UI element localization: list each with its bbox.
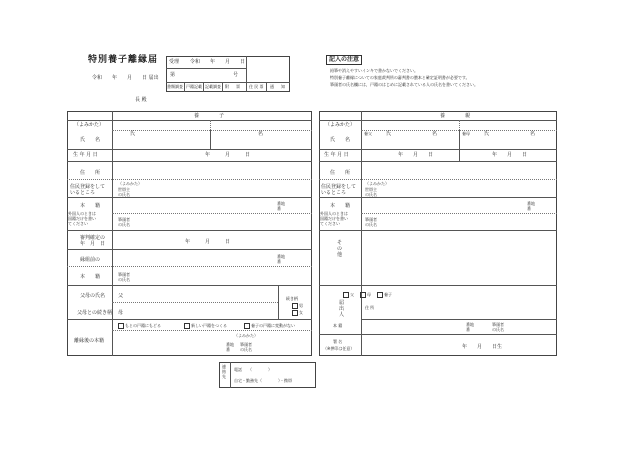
yofu-mei: 名 <box>432 131 438 137</box>
female-option[interactable]: 女 <box>292 310 303 316</box>
adopter-jumin-label: 住民登録をして いるところ <box>321 184 357 196</box>
zokugara-label: 続き柄 <box>286 296 298 301</box>
adoptee-jumin-label: 住民登録をして いるところ <box>70 184 106 196</box>
opt-new[interactable]: 新しい戸籍をつくる <box>184 323 227 329</box>
prev-hittosha: 筆頭者 の氏名 <box>118 272 130 282</box>
adoptee-hittosha: 筆頭者 の氏名 <box>118 217 130 227</box>
prev-honseki-label: 本 籍 <box>80 274 101 280</box>
todokede-c3[interactable]: 養子 <box>377 292 392 298</box>
adoptee-mei: 名 <box>258 131 264 137</box>
adoptee-jumin-yomi: （よみかた） <box>118 181 142 186</box>
parents-label: 父母の氏名 <box>80 293 106 299</box>
after-banchi: 番地 番 <box>226 342 234 352</box>
after-hittosha: 筆頭者 の氏名 <box>240 342 252 352</box>
adopter-honseki-note: 外国人のときは 国籍だけを書い てください <box>320 211 348 226</box>
adopter-householder: 世帯主 の氏名 <box>365 187 377 197</box>
todokede-banchi: 番地 番 <box>466 322 474 332</box>
adoptee-sei-input[interactable] <box>114 138 208 147</box>
filing-date[interactable]: 令和 年 月 日 届出 <box>92 75 159 81</box>
yofu-birth[interactable]: 年 月 日 <box>398 152 434 158</box>
office-col-6: 通 <box>270 84 274 89</box>
adopter-jumin-yomi: （よみかた） <box>365 181 389 186</box>
adoptee-name-label: 氏 名 <box>80 137 101 143</box>
office-col-5: 住 民 票 <box>249 84 264 89</box>
todokede-hittosha: 筆頭者 の氏名 <box>492 322 504 332</box>
contact-box <box>219 362 316 388</box>
form-title: 特別養子離縁届 <box>88 55 159 65</box>
adopter-yomi-label: （よみかた） <box>325 122 356 128</box>
sonota-input[interactable] <box>363 232 555 283</box>
yofu-label: 養父 <box>364 131 372 136</box>
todokede-honseki: 本 籍 <box>333 323 343 328</box>
office-col-2: 記載調査 <box>205 84 221 89</box>
prev-banchi: 番地 番 <box>277 254 285 264</box>
adoptee-birth-value[interactable]: 年 月 日 <box>205 152 251 158</box>
adoptee-header: 養 子 <box>194 113 225 119</box>
adoptee-honseki-note: 外国人のときは 国籍だけを書い てください <box>68 211 96 226</box>
yobo-mei: 名 <box>530 131 536 137</box>
adoptee-householder-label: 世帯主 の氏名 <box>118 187 130 197</box>
signature-date[interactable]: 年 月 日生 <box>462 344 503 350</box>
adoptee-sei: 氏 <box>130 131 136 137</box>
yobo-sei: 氏 <box>484 131 490 137</box>
adopter-header: 養 親 <box>440 113 471 119</box>
addressee: 長 殿 <box>135 97 147 103</box>
adopter-address-label: 住 所 <box>330 170 351 176</box>
sonota-label: そ の 他 <box>337 240 343 258</box>
adopter-birth-label: 生 年 月 日 <box>324 152 349 158</box>
adoptee-birth-label: 生 年 月 日 <box>73 152 98 158</box>
todokede-c2[interactable]: 母 <box>360 292 371 298</box>
yobo-birth[interactable]: 年 月 日 <box>492 152 528 158</box>
adoptee-honseki-label: 本 籍 <box>80 203 101 209</box>
yobo-label: 養母 <box>462 131 470 136</box>
opt-nochange[interactable]: 養子の戸籍に変動がない <box>244 323 295 329</box>
number-label: 第 <box>170 72 176 78</box>
judgment-label: 審判確定の 年 月 日 <box>80 235 106 247</box>
notice-line-0: 鉛筆や消えやすいインキで書かないでください。 <box>330 68 418 73</box>
notice-line-2: 筆頭者の氏名欄には，戸籍のはじめに記載されている人の氏名を書いてください。 <box>330 82 478 87</box>
contact-label: 連 絡 先 <box>222 364 226 379</box>
office-col-1: 戸籍記載 <box>186 84 202 89</box>
number-suffix: 号 <box>233 72 239 78</box>
adopter-banchi: 番地 番 <box>527 201 535 211</box>
adopter-name-label: 氏 名 <box>330 137 351 143</box>
todokede-c1[interactable]: 父 <box>343 292 354 298</box>
adopter-hittosha: 筆頭者 の氏名 <box>365 217 377 227</box>
office-col-7: 知 <box>281 84 285 89</box>
after-yomi: （よみかた） <box>234 333 258 338</box>
contact-phone[interactable]: 電話 （ ） <box>234 367 272 372</box>
adoptee-address-label: 住 所 <box>80 170 101 176</box>
father-label: 父 <box>118 293 124 299</box>
notice-line-1: 特別養子離縁についての家庭裁判所の審判書の謄本と確定証明書が必要です。 <box>330 75 470 80</box>
judgment-value[interactable]: 年 月 日 <box>185 239 231 245</box>
mother-label: 母 <box>118 310 124 316</box>
todokede-jusho: 住 所 <box>365 305 375 310</box>
adoptee-mei-input[interactable] <box>212 138 310 147</box>
adopter-honseki-label: 本 籍 <box>330 203 351 209</box>
adoptee-yomi-label: （よみかた） <box>74 122 105 128</box>
relation-label: 父母との続き柄 <box>77 310 113 316</box>
office-col-3: 附 <box>225 84 229 89</box>
signature-note: （※押印は任意） <box>323 346 355 351</box>
adoptee-banchi: 番地 番 <box>277 201 285 211</box>
prev-label: 縁組前の <box>80 257 101 263</box>
after-label: 離縁後の本籍 <box>74 338 105 344</box>
notice-title: 記入の注意 <box>326 55 362 65</box>
office-col-4: 票 <box>236 84 240 89</box>
received-date: 令和 年 月 日 <box>190 59 246 65</box>
male-option[interactable]: 男 <box>292 303 303 309</box>
todokede-label: 届 出 人 <box>339 300 345 318</box>
yofu-sei: 氏 <box>386 131 392 137</box>
signature-label: 署 名 <box>333 339 343 344</box>
contact-where[interactable]: 自宅・勤務先（ ）・携帯 <box>234 378 292 383</box>
received-label: 受理 <box>169 59 180 65</box>
office-col-0: 書類調査 <box>167 84 183 89</box>
adoptee-address-input[interactable] <box>114 163 310 177</box>
opt-return[interactable]: もとの戸籍にもどる <box>118 323 161 329</box>
